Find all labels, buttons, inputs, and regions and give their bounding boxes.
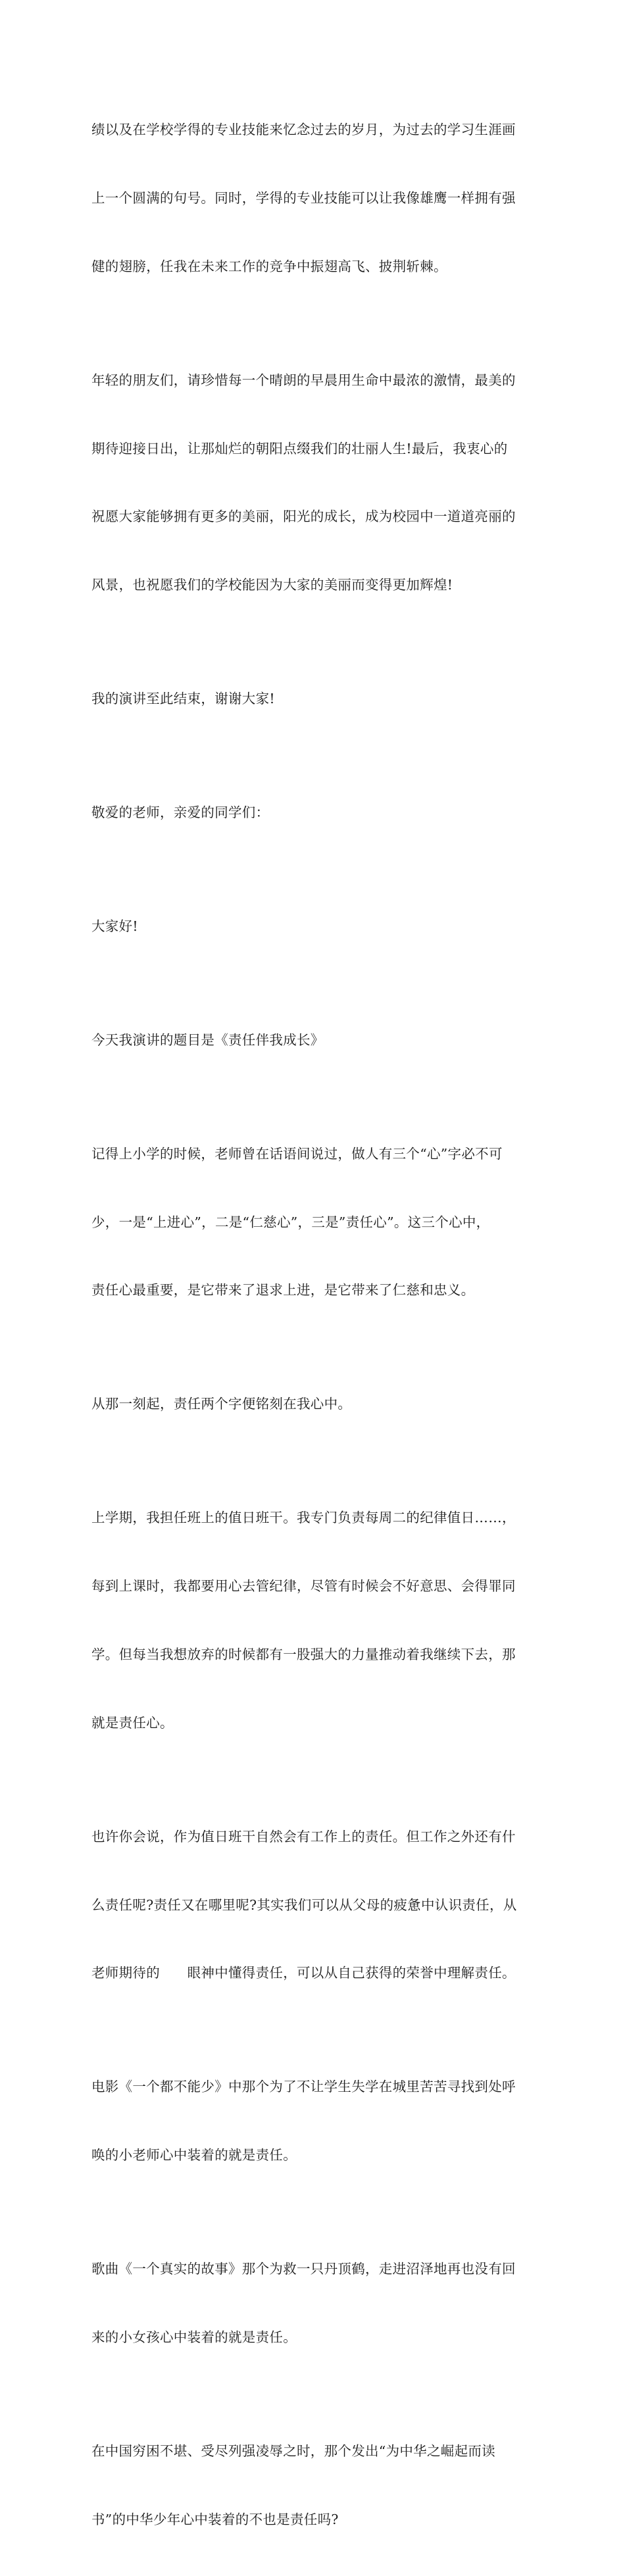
document-body [91, 73, 545, 2576]
text-line: 在中国穷困不堪、受尽列强凌辱之时，那个发出“为中华之崛起而读 [91, 2442, 495, 2459]
paragraph [91, 2030, 545, 2212]
paragraph [91, 2212, 545, 2394]
paragraph [91, 642, 545, 756]
text-line: 少，一是“上进心”，二是“仁慈心”，三是”责任心”。这三个心中， [91, 1214, 490, 1230]
text-line: 每到上课时，我都要用心去管纪律，尽管有时候会不好意思、会得罪同 [91, 1578, 516, 1595]
text-line: 敬爱的老师，亲爱的同学们： [91, 805, 270, 820]
paragraph [91, 756, 545, 870]
text-line: 就是责任心。 [91, 1714, 174, 1731]
text-line: 大家好! [91, 918, 138, 934]
text-line: 也许你会说，作为值日班干自然会有工作上的责任。但工作之外还有什 [91, 1828, 516, 1845]
text-line: 责任心最重要，是它带来了退求上进，是它带来了仁慈和忠义。 [91, 1282, 475, 1299]
text-line: 唤的小老师心中装着的就是责任。 [91, 2147, 297, 2164]
text-line: 期待迎接日出，让那灿烂的朝阳点缀我们的壮丽人生!最后，我衷心的 [91, 440, 508, 457]
text-line: 从那一刻起，责任两个字便铭刻在我心中。 [91, 1396, 352, 1412]
text-line: 书”的中华少年心中装着的不也是责任吗? [91, 2511, 339, 2527]
paragraph [91, 870, 545, 983]
paragraph [91, 1347, 545, 1461]
paragraph [91, 324, 545, 642]
text-line: 绩以及在学校学得的专业技能来忆念过去的岁月，为过去的学习生涯画 [91, 122, 516, 138]
text-line: 上一个圆满的句号。同时，学得的专业技能可以让我像雄鹰一样拥有强 [91, 189, 516, 206]
speech-title [91, 983, 545, 1097]
text-line: 歌曲《一个真实的故事》那个为救一只丹顶鹤，走进沼泽地再也没有回 [91, 2261, 516, 2277]
text-line: 我的演讲至此结束，谢谢大家! [91, 691, 275, 707]
paragraph [91, 73, 545, 324]
paragraph [91, 1097, 545, 1348]
text-line: 上学期，我担任班上的值日班干。我专门负责每周二的纪律值日……， [91, 1510, 516, 1526]
text-line: 风景，也祝愿我们的学校能因为大家的美丽而变得更加辉煌! [91, 577, 453, 593]
paragraph [91, 1780, 545, 2031]
text-line: 学。但每当我想放弃的时候都有一股强大的力量推动着我继续下去，那 [91, 1646, 516, 1662]
text-line: 祝愿大家能够拥有更多的美丽，阳光的成长，成为校园中一道道亮丽的 [91, 508, 516, 525]
paragraph [91, 2394, 545, 2576]
paragraph [91, 1461, 545, 1779]
text-line: 来的小女孩心中装着的就是责任。 [91, 2329, 297, 2345]
text-line: 今天我演讲的题目是《责任伴我成长》 [91, 1031, 324, 1048]
text-line: 健的翅膀，任我在未来工作的竞争中振翅高飞、披荆斩棘。 [91, 258, 447, 274]
text-line: 记得上小学的时候，老师曾在话语间说过，做人有三个“心”字必不可 [91, 1145, 503, 1162]
text-line: 老师期待的 眼神中懂得责任，可以从自己获得的荣誉中理解责任。 [91, 1965, 516, 1981]
text-line: 年轻的朋友们，请珍惜每一个晴朗的早晨用生命中最浓的激情，最美的 [91, 372, 516, 388]
text-line: 电影《一个都不能少》中那个为了不让学生失学在城里苦苦寻找到处呼 [91, 2079, 516, 2095]
text-line: 么责任呢?责任又在哪里呢?其实我们可以从父母的疲惫中认识责任，从 [91, 1896, 517, 1913]
